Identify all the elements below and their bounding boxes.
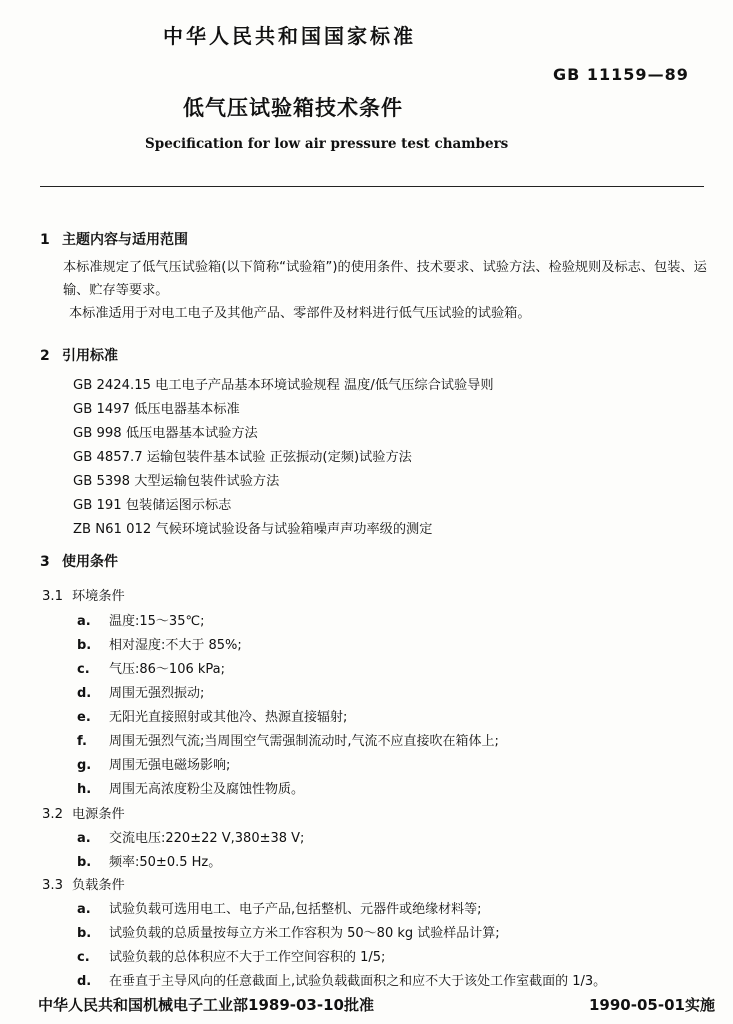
list-item: g. 周围无强电磁场影响; [77, 758, 231, 773]
reference-item: GB 1497 低压电器基本标准 [73, 402, 240, 417]
subsection-3-3-heading [42, 874, 125, 893]
list-item: f. 周围无强烈气流;当周围空气需强制流动时,气流不应直接吹在箱体上; [77, 734, 499, 749]
reference-item: GB 2424.15 电工电子产品基本环境试验规程 温度/低气压综合试验导则 [73, 378, 494, 393]
document-title: 低气压试验箱技术条件 [183, 96, 403, 120]
list-item: a. 温度:15～35℃; [77, 614, 205, 629]
reference-item: ZB N61 012 气候环境试验设备与试验箱噪声声功率级的测定 [73, 522, 433, 537]
list-item: b. 频率:50±0.5 Hz。 [77, 855, 222, 870]
reference-item: GB 998 低压电器基本试验方法 [73, 426, 258, 441]
reference-item: GB 5398 大型运输包装件试验方法 [73, 474, 280, 489]
subsection-3-1-heading [42, 585, 125, 604]
standard-number: GB 11159—89 [553, 65, 689, 84]
subsection-title: 电源条件 [72, 807, 125, 822]
reference-item: GB 191 包装储运图示标志 [73, 498, 232, 513]
list-item: d. 周围无强烈振动; [77, 686, 205, 701]
section-3-heading [40, 551, 118, 571]
subsection-3-2-heading [42, 803, 125, 822]
approval-line: 中华人民共和国机械电子工业部1989-03-10批准 [38, 996, 374, 1014]
section-number: 2 [40, 348, 50, 364]
section-title: 引用标准 [62, 348, 118, 364]
section-number: 3 [40, 554, 50, 570]
issuing-country-standard-header: 中华人民共和国国家标准 [163, 24, 416, 48]
list-item: c. 试验负载的总体积应不大于工作空间容积的 1/5; [77, 950, 386, 965]
list-item: b. 试验负载的总质量按每立方米工作容积为 50～80 kg 试验样品计算; [77, 926, 500, 941]
effective-date: 1990-05-01实施 [589, 996, 715, 1014]
section-1-heading [40, 229, 188, 249]
document-subtitle-english: Specification for low air pressure test chambers [145, 136, 509, 152]
subsection-number: 3.1 [42, 589, 63, 604]
list-item: h. 周围无高浓度粉尘及腐蚀性物质。 [77, 782, 305, 797]
section-1-paragraph-1: 本标准规定了低气压试验箱(以下简称“试验箱”)的使用条件、技术要求、试验方法、检验规则及标志、包装、运输、贮存等要求。 [63, 260, 707, 298]
subsection-number: 3.3 [42, 878, 63, 893]
section-2-heading [40, 345, 118, 365]
list-item: a. 交流电压:220±22 V,380±38 V; [77, 831, 305, 846]
section-title: 使用条件 [62, 554, 118, 570]
reference-item: GB 4857.7 运输包装件基本试验 正弦振动(定频)试验方法 [73, 450, 412, 465]
list-item: a. 试验负载可选用电工、电子产品,包括整机、元器件或绝缘材料等; [77, 902, 482, 917]
subsection-title: 负载条件 [72, 878, 125, 893]
section-number: 1 [40, 232, 50, 248]
subsection-title: 环境条件 [72, 589, 125, 604]
list-item: d. 在垂直于主导风向的任意截面上,试验负载截面积之和应不大于该处工作室截面的 1/3。 [77, 974, 607, 989]
list-item: b. 相对湿度:不大于 85%; [77, 638, 242, 653]
list-item: e. 无阳光直接照射或其他冷、热源直接辐射; [77, 710, 348, 725]
list-item: c. 气压:86～106 kPa; [77, 662, 225, 677]
section-title: 主题内容与适用范围 [62, 232, 188, 248]
subsection-number: 3.2 [42, 807, 63, 822]
section-1-paragraph-2: 本标准适用于对电工电子及其他产品、零部件及材料进行低气压试验的试验箱。 [69, 306, 531, 321]
header-divider [40, 186, 704, 187]
